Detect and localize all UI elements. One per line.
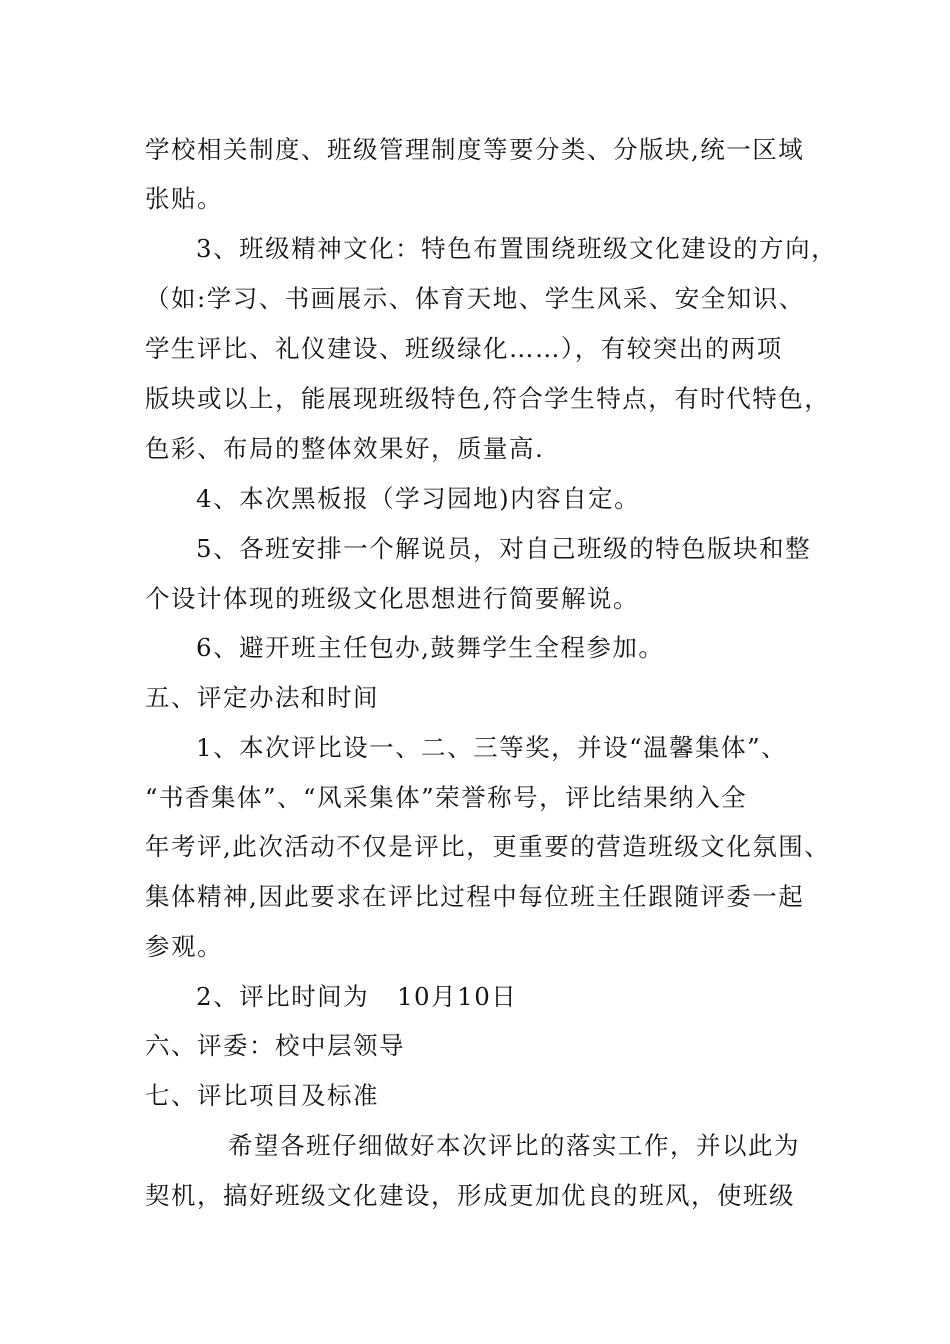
paragraph-line: 5、各班安排一个解说员，对自己班级的特色版块和整 bbox=[196, 534, 812, 563]
paragraph-line: 1、本次评比设一、二、三等奖，并设“温馨集体”、 bbox=[196, 733, 788, 762]
paragraph-line: 学校相关制度、班级管理制度等要分类、分版块,统一区域 bbox=[145, 135, 805, 164]
paragraph-line: 2、评比时间为 10月10日 bbox=[196, 982, 518, 1011]
paragraph-line: 4、本次黑板报（学习园地)内容自定。 bbox=[196, 484, 641, 513]
paragraph-line: 张贴。 bbox=[145, 184, 223, 213]
paragraph-line: 希望各班仔细做好本次评比的落实工作，并以此为 bbox=[228, 1131, 800, 1160]
paragraph-line: 色彩、布局的整体效果好，质量高. bbox=[145, 434, 545, 463]
paragraph-line: “书香集体”、“风采集体”荣誉称号，评比结果纳入全 bbox=[145, 783, 748, 812]
paragraph-line: 集体精神,因此要求在评比过程中每位班主任跟随评委一起 bbox=[145, 882, 805, 911]
section-heading: 五、评定办法和时间 bbox=[145, 683, 379, 712]
paragraph-line: 个设计体现的班级文化思想进行简要解说。 bbox=[145, 584, 639, 613]
section-heading: 七、评比项目及标准 bbox=[145, 1081, 379, 1110]
paragraph-line: 版块或以上，能展现班级特色,符合学生特点，有时代特色， bbox=[145, 384, 831, 413]
section-heading: 六、评委：校中层领导 bbox=[145, 1031, 405, 1060]
paragraph-line: 3、班级精神文化：特色布置围绕班级文化建设的方向， bbox=[196, 234, 838, 263]
paragraph-line: （如:学习、书画展示、体育天地、学生风采、安全知识、 bbox=[145, 284, 805, 313]
paragraph-line: 年考评,此次活动不仅是评比，更重要的营造班级文化氛围、 bbox=[145, 832, 831, 861]
paragraph-line: 6、避开班主任包办,鼓舞学生全程参加。 bbox=[196, 633, 665, 662]
paragraph-line: 学生评比、礼仪建设、班级绿化……），有较突出的两项 bbox=[145, 334, 783, 363]
paragraph-line: 契机，搞好班级文化建设，形成更加优良的班风，使班级 bbox=[145, 1181, 795, 1210]
paragraph-line: 参观。 bbox=[145, 932, 223, 961]
